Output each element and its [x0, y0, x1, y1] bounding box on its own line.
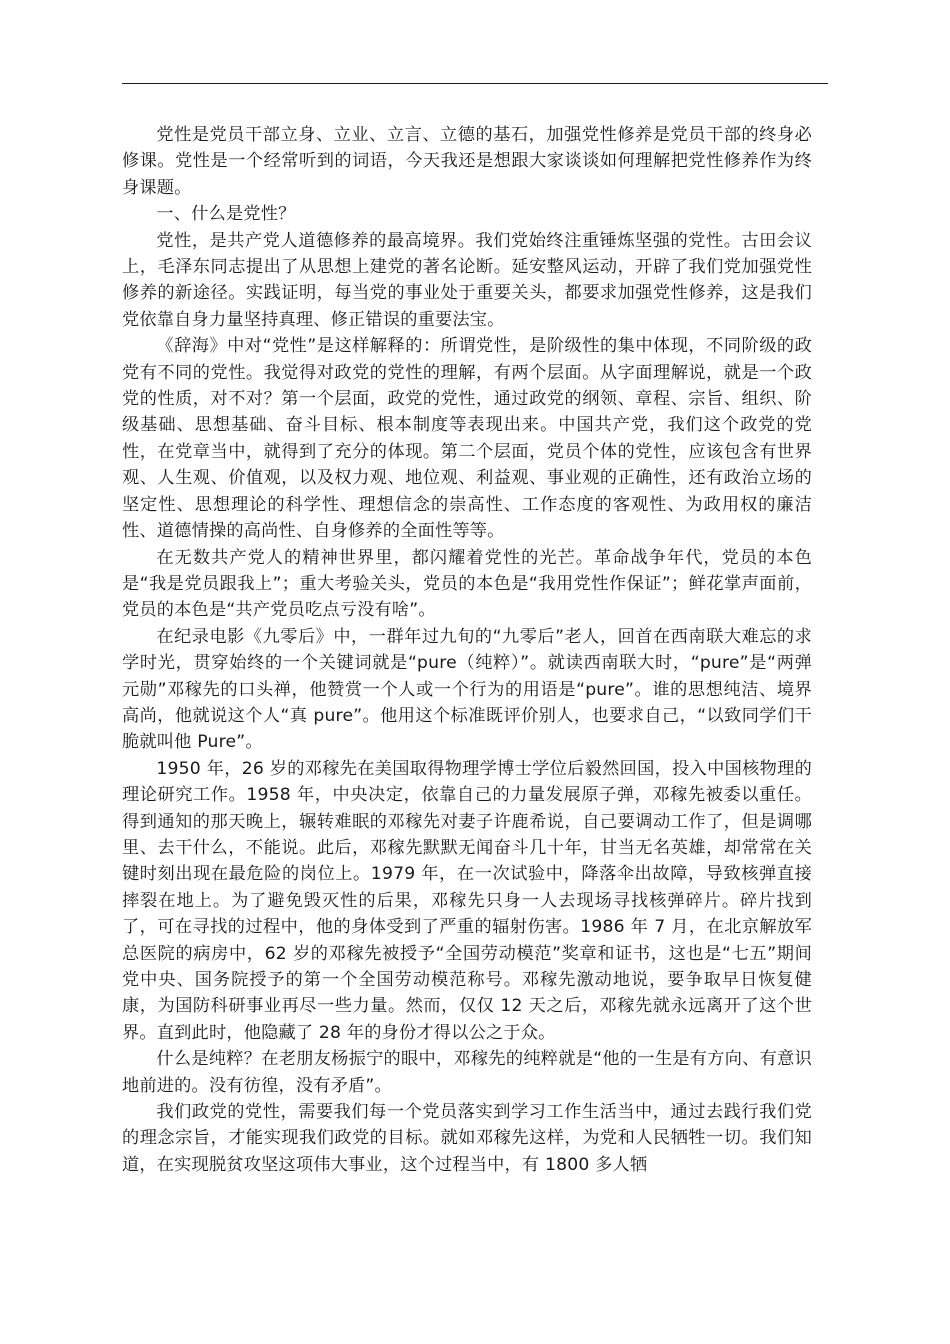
paragraph-highest-realm: 党性，是共产党人道德修养的最高境界。我们党始终注重锤炼坚强的党性。古田会议上，毛泽东同志提出了从思想上建党的著名论断。延安整风运动，开辟了我们党加强党性修养的新途径。实践证明，每当党的事业处于重要关头，都要求加强党性修养，这是我们党依靠自身力量坚持真理、修正错误的重要法宝。 [122, 230, 812, 330]
section-heading-what-is-party-spirit: 一、什么是党性？ [156, 204, 296, 225]
paragraph-intro: 党性是党员干部立身、立业、立言、立德的基石，加强党性修养是党员干部的终身必修课。党性是一个经常听到的词语，今天我还是想跟大家谈谈如何理解把党性修养作为终身课题。 [122, 125, 812, 198]
paragraph-deng-jiaxian-story: 1950 年，26 岁的邓稼先在美国取得物理学博士学位后毅然回国，投入中国核物理的理论研究工作。1958 年，中央决定，依靠自己的力量发展原子弹，邓稼先被委以重任。得到通知的那天晚上，辗转难眠的邓稼先对妻子许鹿希说，自己要调动工作了，但是调哪里、去干什么，不能说。此后，邓稼先默默无闻奋斗几十年，甘当无名英雄，却常常在关键时刻出现在最危险的岗位上。1979 年，在一次试验中，降落伞出故障，导致核弹直接摔裂在地上。为了避免毁灭性的后果，邓稼先只身一人去现场寻找核弹碎片。碎片找到了，可在寻找的过程中，他的身体受到了严重的辐射伤害。1986 年 7 月，在北京解放军总医院的病房中，62 岁的邓稼先被授予“全国劳动模范”奖章和证书，这也是“七五”期间党中央、国务院授予的第一个全国劳动模范称号。邓稼先激动地说，要争取早日恢复健康，为国防科研事业再尽一些力量。然而，仅仅 12 天之后，邓稼先就永远离开了这个世界。直到此时，他隐藏了 28 年的身份才得以公之于众。 [122, 758, 812, 1043]
header-rule [122, 83, 828, 84]
paragraph-practice-party-spirit: 我们政党的党性，需要我们每一个党员落实到学习工作生活当中，通过去践行我们党的理念宗旨，才能实现我们政党的目标。就如邓稼先这样，为党和人民牺牲一切。我们知道，在实现脱贫攻坚这项伟大事业，这个过程当中，有 1800 多人牺 [122, 1102, 812, 1175]
paragraph-party-member-character: 在无数共产党人的精神世界里，都闪耀着党性的光芒。革命战争年代，党员的本色是“我是党员跟我上”；重大考验关头，党员的本色是“我用党性作保证”；鲜花掌声面前，党员的本色是“共产党员吃点亏没有啥”。 [122, 547, 812, 621]
paragraph-what-is-pure: 什么是纯粹？在老朋友杨振宁的眼中，邓稼先的纯粹就是“他的一生是有方向、有意识地前进的。没有彷徨，没有矛盾”。 [122, 1049, 812, 1096]
paragraph-cihai-definition: 《辞海》中对“党性”是这样解释的：所谓党性，是阶级性的集中体现，不同阶级的政党有不同的党性。我觉得对政党的党性的理解，有两个层面。从字面理解说，就是一个政党的性质，对不对？第一个层面，政党的党性，通过政党的纲领、章程、宗旨、组织、阶级基础、思想基础、奋斗目标、根本制度等表现出来。中国共产党，我们这个政党的党性，在党章当中，就得到了充分的体现。第二个层面，党员个体的党性，应该包含有世界观、人生观、价值观，以及权力观、地位观、利益观、事业观的正确性，还有政治立场的坚定性、思想理论的科学性、理想信念的崇高性、工作态度的客观性、为政用权的廉洁性、道德情操的高尚性、自身修养的全面性等等。 [122, 336, 812, 542]
paragraph-documentary-pure: 在纪录电影《九零后》中，一群年过九旬的“九零后”老人，回首在西南联大难忘的求学时光，贯穿始终的一个关键词就是“pure（纯粹）”。就读西南联大时，“pure”是“两弹元勋”邓稼先的口头禅，他赞赏一个人或一个行为的用语是“pure”。谁的思想纯洁、境界高尚，他就说这个人“真 pure”。他用这个标准既评价别人，也要求自己，“以致同学们干脆就叫他 Pure”。 [122, 626, 812, 753]
document-body [122, 122, 812, 1178]
